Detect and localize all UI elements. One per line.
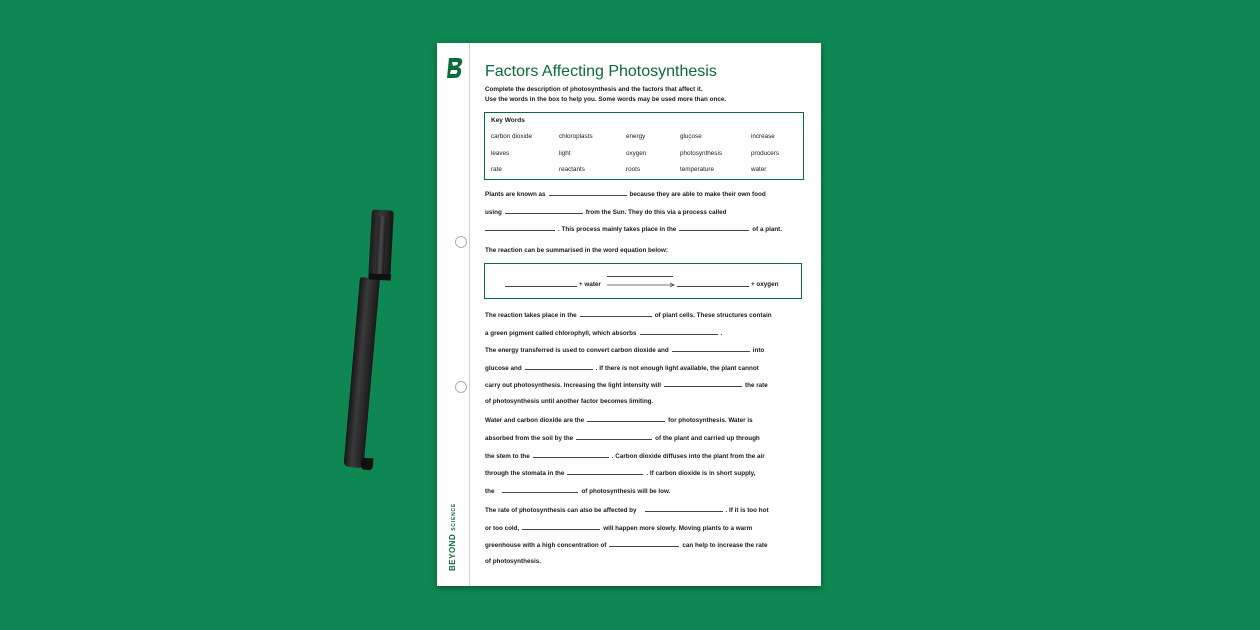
text-line: . This process mainly takes place in the of a plant. — [485, 224, 782, 233]
pen — [355, 208, 399, 476]
key-word: reactants — [559, 166, 585, 173]
key-words-box — [484, 112, 804, 180]
key-word: chloroplasts — [559, 133, 593, 140]
answer-blank[interactable] — [505, 286, 577, 287]
page-title: Factors Affecting Photosynthesis — [485, 63, 717, 80]
text-line: greenhouse with a high concentration of can help to increase the rate — [485, 542, 768, 549]
answer-blank[interactable] — [549, 189, 627, 196]
pen-body — [343, 277, 379, 468]
answer-blank[interactable] — [672, 345, 750, 352]
answer-blank[interactable] — [485, 224, 555, 231]
worksheet — [437, 43, 821, 586]
instruction-line: Complete the description of photosynthesis and the factors that affect it. — [485, 86, 703, 93]
answer-blank[interactable] — [533, 451, 609, 458]
key-words-heading: Key Words — [491, 117, 525, 124]
answer-blank[interactable] — [502, 486, 578, 493]
text-line: The rate of photosynthesis can also be affected by . If it is too hot — [485, 507, 769, 514]
text-line: using from the Sun. They do this via a process called — [485, 209, 727, 216]
text-line: of photosynthesis until another factor becomes limiting. — [485, 398, 654, 405]
answer-blank[interactable] — [677, 286, 749, 287]
answer-blank[interactable] — [525, 363, 593, 370]
answer-blank[interactable] — [587, 415, 665, 422]
key-word: glucose — [680, 133, 702, 140]
answer-blank[interactable] — [522, 523, 600, 530]
key-word: rate — [491, 166, 502, 173]
text-line: absorbed from the soil by the of the plant and carried up through — [485, 435, 760, 442]
answer-blank[interactable] — [664, 380, 742, 387]
punch-hole — [455, 236, 467, 248]
pen-tip — [360, 457, 373, 470]
text-line: carry out photosynthesis. Increasing the light intensity will the rate — [485, 382, 768, 389]
text-line: Plants are known as because they are able to make their own food — [485, 191, 766, 198]
punch-hole — [455, 381, 467, 393]
key-word: carbon dioxide — [491, 133, 532, 140]
key-word: light — [559, 150, 571, 157]
text-line: through the stomata in the . If carbon dioxide is in short supply, — [485, 470, 756, 477]
answer-blank[interactable] — [576, 433, 652, 440]
key-word: oxygen — [626, 150, 647, 157]
answer-blank[interactable] — [645, 505, 723, 512]
key-word: roots — [626, 166, 640, 173]
key-word: water — [751, 166, 767, 173]
text-line: glucose and . If there is not enough light available, the plant cannot — [485, 365, 759, 372]
word-equation-box — [484, 263, 802, 299]
equation-intro: The reaction can be summarised in the word equation below: — [485, 247, 668, 254]
answer-blank[interactable] — [505, 207, 583, 214]
answer-blank[interactable] — [580, 310, 652, 317]
brand-wordmark: BEYONDSCIENCE — [448, 502, 457, 571]
text-line: of photosynthesis. — [485, 558, 541, 565]
text-line: a green pigment called chlorophyll, which absorbs . — [485, 330, 723, 337]
answer-blank[interactable] — [640, 328, 718, 335]
answer-blank[interactable] — [609, 540, 679, 547]
text-line: the of photosynthesis will be low. — [485, 488, 671, 495]
answer-blank[interactable] — [567, 468, 643, 475]
key-word: producers — [751, 150, 780, 157]
equation-water: + water — [579, 281, 601, 288]
answer-blank[interactable] — [679, 224, 749, 231]
beyond-logo-icon — [446, 57, 464, 79]
text-line: The reaction takes place in the of plant cells. These structures contain — [485, 312, 772, 319]
margin-line — [469, 43, 470, 586]
equation-oxygen: + oxygen — [751, 281, 779, 288]
arrow-right-icon — [607, 282, 677, 288]
key-word: photosynthesis — [680, 150, 723, 157]
key-word: increase — [751, 133, 775, 140]
instruction-line: Use the words in the box to help you. Some words may be used more than once. — [485, 96, 727, 103]
text-line: or too cold, will happen more slowly. Moving plants to a warm — [485, 525, 753, 532]
text-line: The energy transferred is used to convert carbon dioxide and into — [485, 347, 765, 354]
answer-blank[interactable] — [607, 276, 673, 277]
pen-band — [369, 273, 391, 280]
key-word: temperature — [680, 166, 714, 173]
key-word: energy — [626, 133, 646, 140]
text-line: the stem to the . Carbon dioxide diffuses into the plant from the air — [485, 453, 765, 460]
text-line: Water and carbon dioxide are the for photosynthesis. Water is — [485, 417, 753, 424]
key-word: leaves — [491, 150, 510, 157]
